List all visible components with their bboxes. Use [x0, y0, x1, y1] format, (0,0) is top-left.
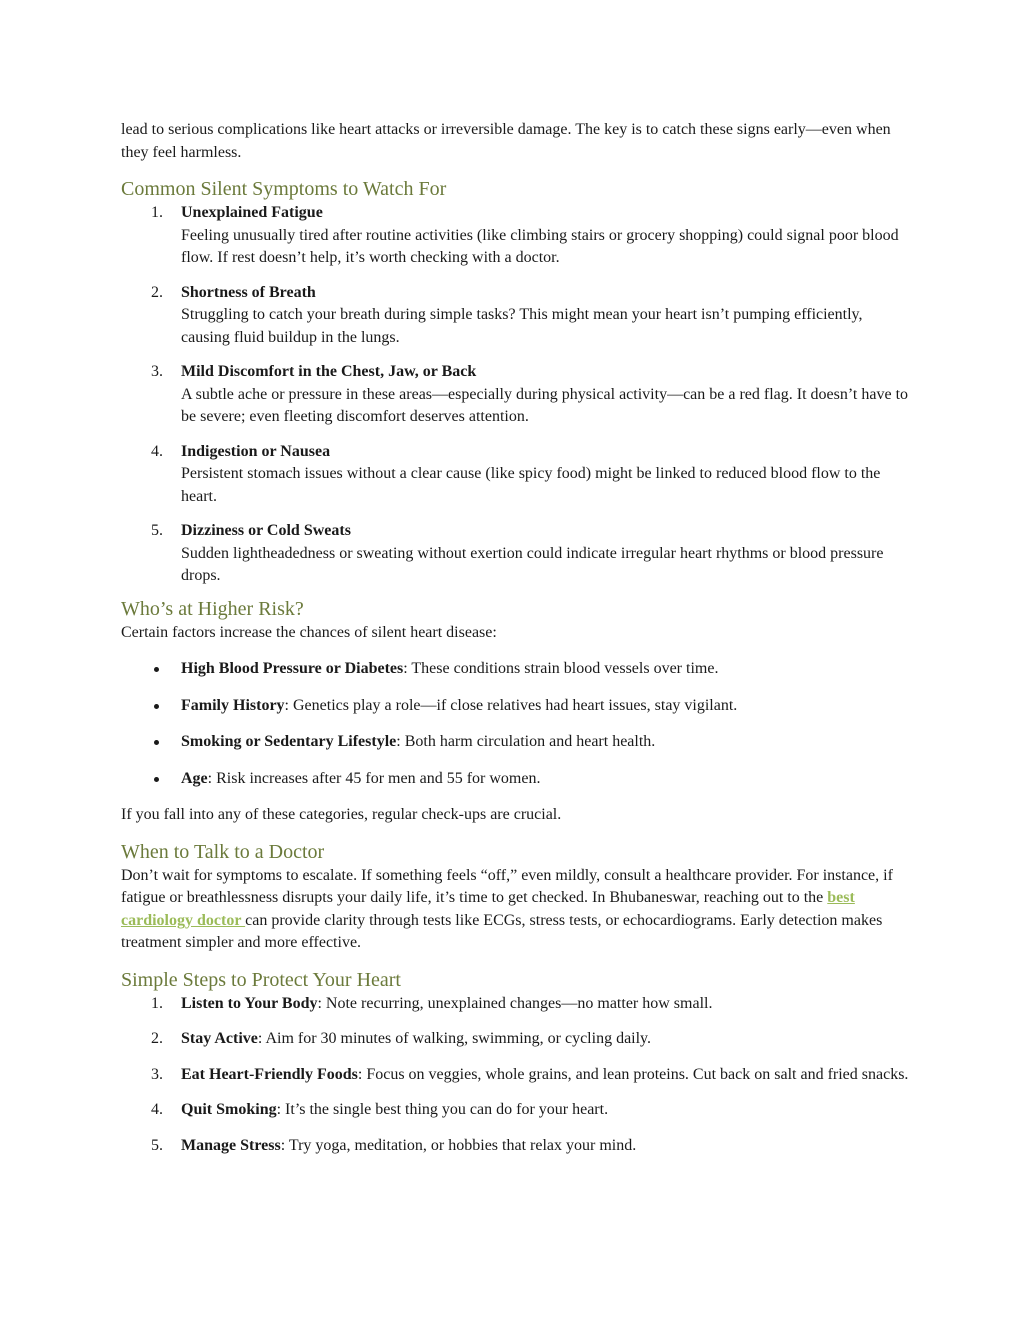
list-number: 4.	[151, 1101, 163, 1118]
symptom-item	[121, 361, 911, 429]
risk-outro: If you fall into any of these categories, regular check-ups are crucial.	[121, 806, 562, 823]
best-cardiology-doctor-link[interactable]: best cardiology doctor	[121, 889, 855, 929]
risk-text: : Risk increases after 45 for men and 55 for women.	[207, 769, 541, 787]
risk-text: : Both harm circulation and heart health.	[396, 733, 656, 750]
step-title: Eat Heart-Friendly Foods	[181, 1065, 358, 1083]
step-item	[121, 1099, 911, 1122]
risk-title: Smoking or Sedentary Lifestyle	[181, 733, 397, 750]
symptoms-list	[121, 202, 911, 588]
symptom-title: Shortness of Breath	[181, 283, 316, 301]
list-number: 4.	[151, 442, 163, 460]
list-number: 2.	[151, 1030, 163, 1047]
list-number: 1.	[151, 204, 163, 221]
step-text: : It’s the single best thing you can do for your heart.	[276, 1101, 609, 1118]
list-number: 5.	[151, 1136, 163, 1154]
symptom-text: Feeling unusually tired after routine activities (like climbing stairs or grocery shopping) could signal poor blood flow. If rest doesn’t help, it’s worth checking with a doctor.	[181, 226, 899, 266]
risk-item	[121, 768, 911, 791]
symptom-text: Struggling to catch your breath during simple tasks? This might mean your heart isn’t pumping efficiently, causing fluid buildup in the lungs.	[181, 306, 863, 346]
intro-paragraph: lead to serious complications like heart attacks or irreversible damage. The key is to catch these signs early—even when they feel harmless.	[121, 121, 891, 161]
symptom-title: Unexplained Fatigue	[181, 204, 323, 221]
list-number: 5.	[151, 522, 163, 539]
doctor-heading: When to Talk to a Doctor	[121, 840, 325, 863]
list-number: 3.	[151, 1065, 163, 1083]
step-text: : Aim for 30 minutes of walking, swimming, or cycling daily.	[257, 1030, 652, 1047]
symptoms-heading: Common Silent Symptoms to Watch For	[121, 178, 447, 200]
step-text: : Focus on veggies, whole grains, and lean proteins. Cut back on salt and fried snacks.	[357, 1065, 909, 1083]
step-title: Listen to Your Body	[181, 994, 318, 1012]
risk-title: Family History	[181, 696, 285, 714]
symptom-item	[121, 441, 911, 509]
list-number: 3.	[151, 363, 163, 380]
step-text: : Try yoga, meditation, or hobbies that relax your mind.	[280, 1136, 637, 1154]
risk-item	[121, 658, 911, 681]
step-title: Quit Smoking	[181, 1101, 277, 1118]
steps-heading: Simple Steps to Protect Your Heart	[121, 968, 401, 991]
risk-text: : Genetics play a role—if close relatives had heart issues, stay vigilant.	[284, 696, 738, 714]
doctor-paragraph	[121, 865, 911, 955]
step-item	[121, 1135, 911, 1158]
step-item	[121, 1064, 911, 1087]
risk-title: High Blood Pressure or Diabetes	[181, 660, 404, 677]
symptom-text: Persistent stomach issues without a clear cause (like spicy food) might be linked to reduced blood flow to the heart.	[181, 465, 881, 505]
risk-text: : These conditions strain blood vessels over time.	[403, 660, 719, 677]
bullet-icon	[154, 777, 159, 782]
step-item	[121, 993, 911, 1016]
list-number: 2.	[151, 283, 163, 301]
doctor-text-before: Don’t wait for symptoms to escalate. If something feels “off,” even mildly, consult a healthcare provider. For instance, if fatigue or breathlessness disrupts your daily life, it’s time to get checked. In Bhubaneswar, reaching out to the	[121, 866, 893, 906]
risk-intro: Certain factors increase the chances of silent heart disease:	[121, 623, 497, 641]
step-title: Stay Active	[181, 1030, 258, 1047]
document-body	[121, 119, 911, 1170]
bullet-icon	[154, 740, 159, 745]
step-text: : Note recurring, unexplained changes—no matter how small.	[317, 994, 713, 1012]
list-number: 1.	[151, 994, 163, 1012]
risk-item	[121, 731, 911, 754]
symptom-title: Mild Discomfort in the Chest, Jaw, or Back	[181, 363, 477, 380]
step-title: Manage Stress	[181, 1136, 281, 1154]
risk-item	[121, 695, 911, 718]
symptom-title: Indigestion or Nausea	[181, 442, 331, 460]
bullet-icon	[154, 667, 159, 672]
symptom-item	[121, 520, 911, 588]
risk-title: Age	[181, 769, 208, 787]
symptom-item	[121, 202, 911, 270]
bullet-icon	[154, 704, 159, 709]
step-item	[121, 1028, 911, 1051]
symptom-text: A subtle ache or pressure in these areas—especially during physical activity—can be a red flag. It doesn’t have to be severe; even fleeting discomfort deserves attention.	[181, 385, 909, 425]
risk-list	[121, 658, 911, 790]
symptom-title: Dizziness or Cold Sweats	[181, 522, 351, 539]
symptom-text: Sudden lightheadedness or sweating without exertion could indicate irregular heart rhythms or blood pressure drops.	[181, 544, 884, 584]
steps-list	[121, 993, 911, 1158]
risk-heading: Who’s at Higher Risk?	[121, 597, 304, 620]
symptom-item	[121, 282, 911, 350]
doctor-text-after: can provide clarity through tests like ECGs, stress tests, or echocardiograms. Early detection makes treatment simpler and more effective.	[121, 911, 883, 951]
